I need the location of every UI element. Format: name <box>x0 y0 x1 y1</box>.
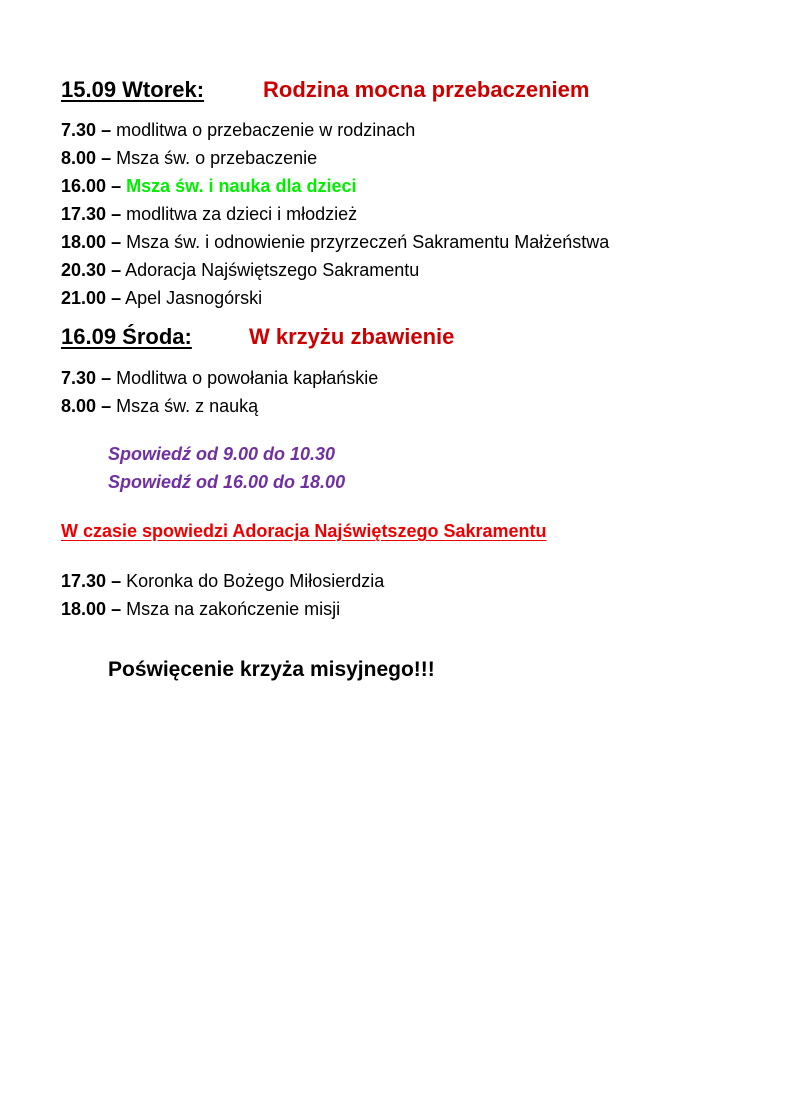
entry-dash: – <box>101 148 112 168</box>
entry-dash: – <box>111 176 122 196</box>
entry-time: 18.00 <box>61 599 107 619</box>
entry-time: 17.30 <box>61 204 107 224</box>
day1-date: 15.09 Wtorek: <box>61 77 205 102</box>
schedule-entry <box>61 144 609 172</box>
day2-morning-schedule <box>61 364 378 420</box>
entry-time: 8.00 <box>61 148 97 168</box>
entry-text: modlitwa o przebaczenie w rodzinach <box>116 120 416 140</box>
entry-dash: – <box>101 396 112 416</box>
confession-times <box>108 440 345 496</box>
day2-date: 16.09 Środa: <box>61 324 192 349</box>
entry-time: 7.30 <box>61 368 97 388</box>
entry-dash: – <box>111 571 122 591</box>
entry-time: 18.00 <box>61 232 107 252</box>
entry-text: Modlitwa o powołania kapłańskie <box>116 368 379 388</box>
day2-evening-schedule <box>61 567 384 623</box>
day1-schedule <box>61 116 609 312</box>
schedule-entry <box>61 284 609 312</box>
entry-text-highlighted: Msza św. i nauka dla dzieci <box>126 176 357 196</box>
schedule-entry-highlighted <box>61 172 609 200</box>
entry-time: 17.30 <box>61 571 107 591</box>
entry-text: Apel Jasnogórski <box>125 288 263 308</box>
entry-time: 8.00 <box>61 396 97 416</box>
entry-text: Koronka do Bożego Miłosierdzia <box>126 571 385 591</box>
closing-note: Poświęcenie krzyża misyjnego!!! <box>108 658 435 681</box>
schedule-entry <box>61 595 384 623</box>
entry-dash: – <box>111 288 122 308</box>
schedule-entry <box>61 392 378 420</box>
entry-dash: – <box>111 260 122 280</box>
adoration-note: W czasie spowiedzi Adoracja Najświętszego Sakramentu <box>61 521 547 541</box>
entry-dash: – <box>101 120 112 140</box>
entry-dash: – <box>101 368 112 388</box>
entry-time: 7.30 <box>61 120 97 140</box>
entry-text: Msza św. z nauką <box>116 396 259 416</box>
entry-time: 20.30 <box>61 260 107 280</box>
entry-text: Msza na zakończenie misji <box>126 599 341 619</box>
entry-time: 16.00 <box>61 176 107 196</box>
day2-theme: W krzyżu zbawienie <box>249 324 455 349</box>
entry-text: Msza św. o przebaczenie <box>116 148 318 168</box>
entry-text: Msza św. i odnowienie przyrzeczeń Sakramentu Małżeństwa <box>126 232 610 252</box>
schedule-entry <box>61 116 609 144</box>
schedule-entry <box>61 200 609 228</box>
confession-time: Spowiedź od 16.00 do 18.00 <box>108 472 346 492</box>
schedule-entry <box>61 256 609 284</box>
entry-dash: – <box>111 232 122 252</box>
day2-heading <box>61 324 455 350</box>
schedule-entry <box>61 567 384 595</box>
day1-theme: Rodzina mocna przebaczeniem <box>263 77 590 102</box>
schedule-entry <box>61 364 378 392</box>
entry-time: 21.00 <box>61 288 107 308</box>
schedule-entry <box>61 228 609 256</box>
confession-time: Spowiedź od 9.00 do 10.30 <box>108 444 336 464</box>
entry-dash: – <box>111 599 122 619</box>
day1-heading <box>61 77 590 103</box>
entry-text: Adoracja Najświętszego Sakramentu <box>125 260 420 280</box>
entry-dash: – <box>111 204 122 224</box>
entry-text: modlitwa za dzieci i młodzież <box>126 204 358 224</box>
